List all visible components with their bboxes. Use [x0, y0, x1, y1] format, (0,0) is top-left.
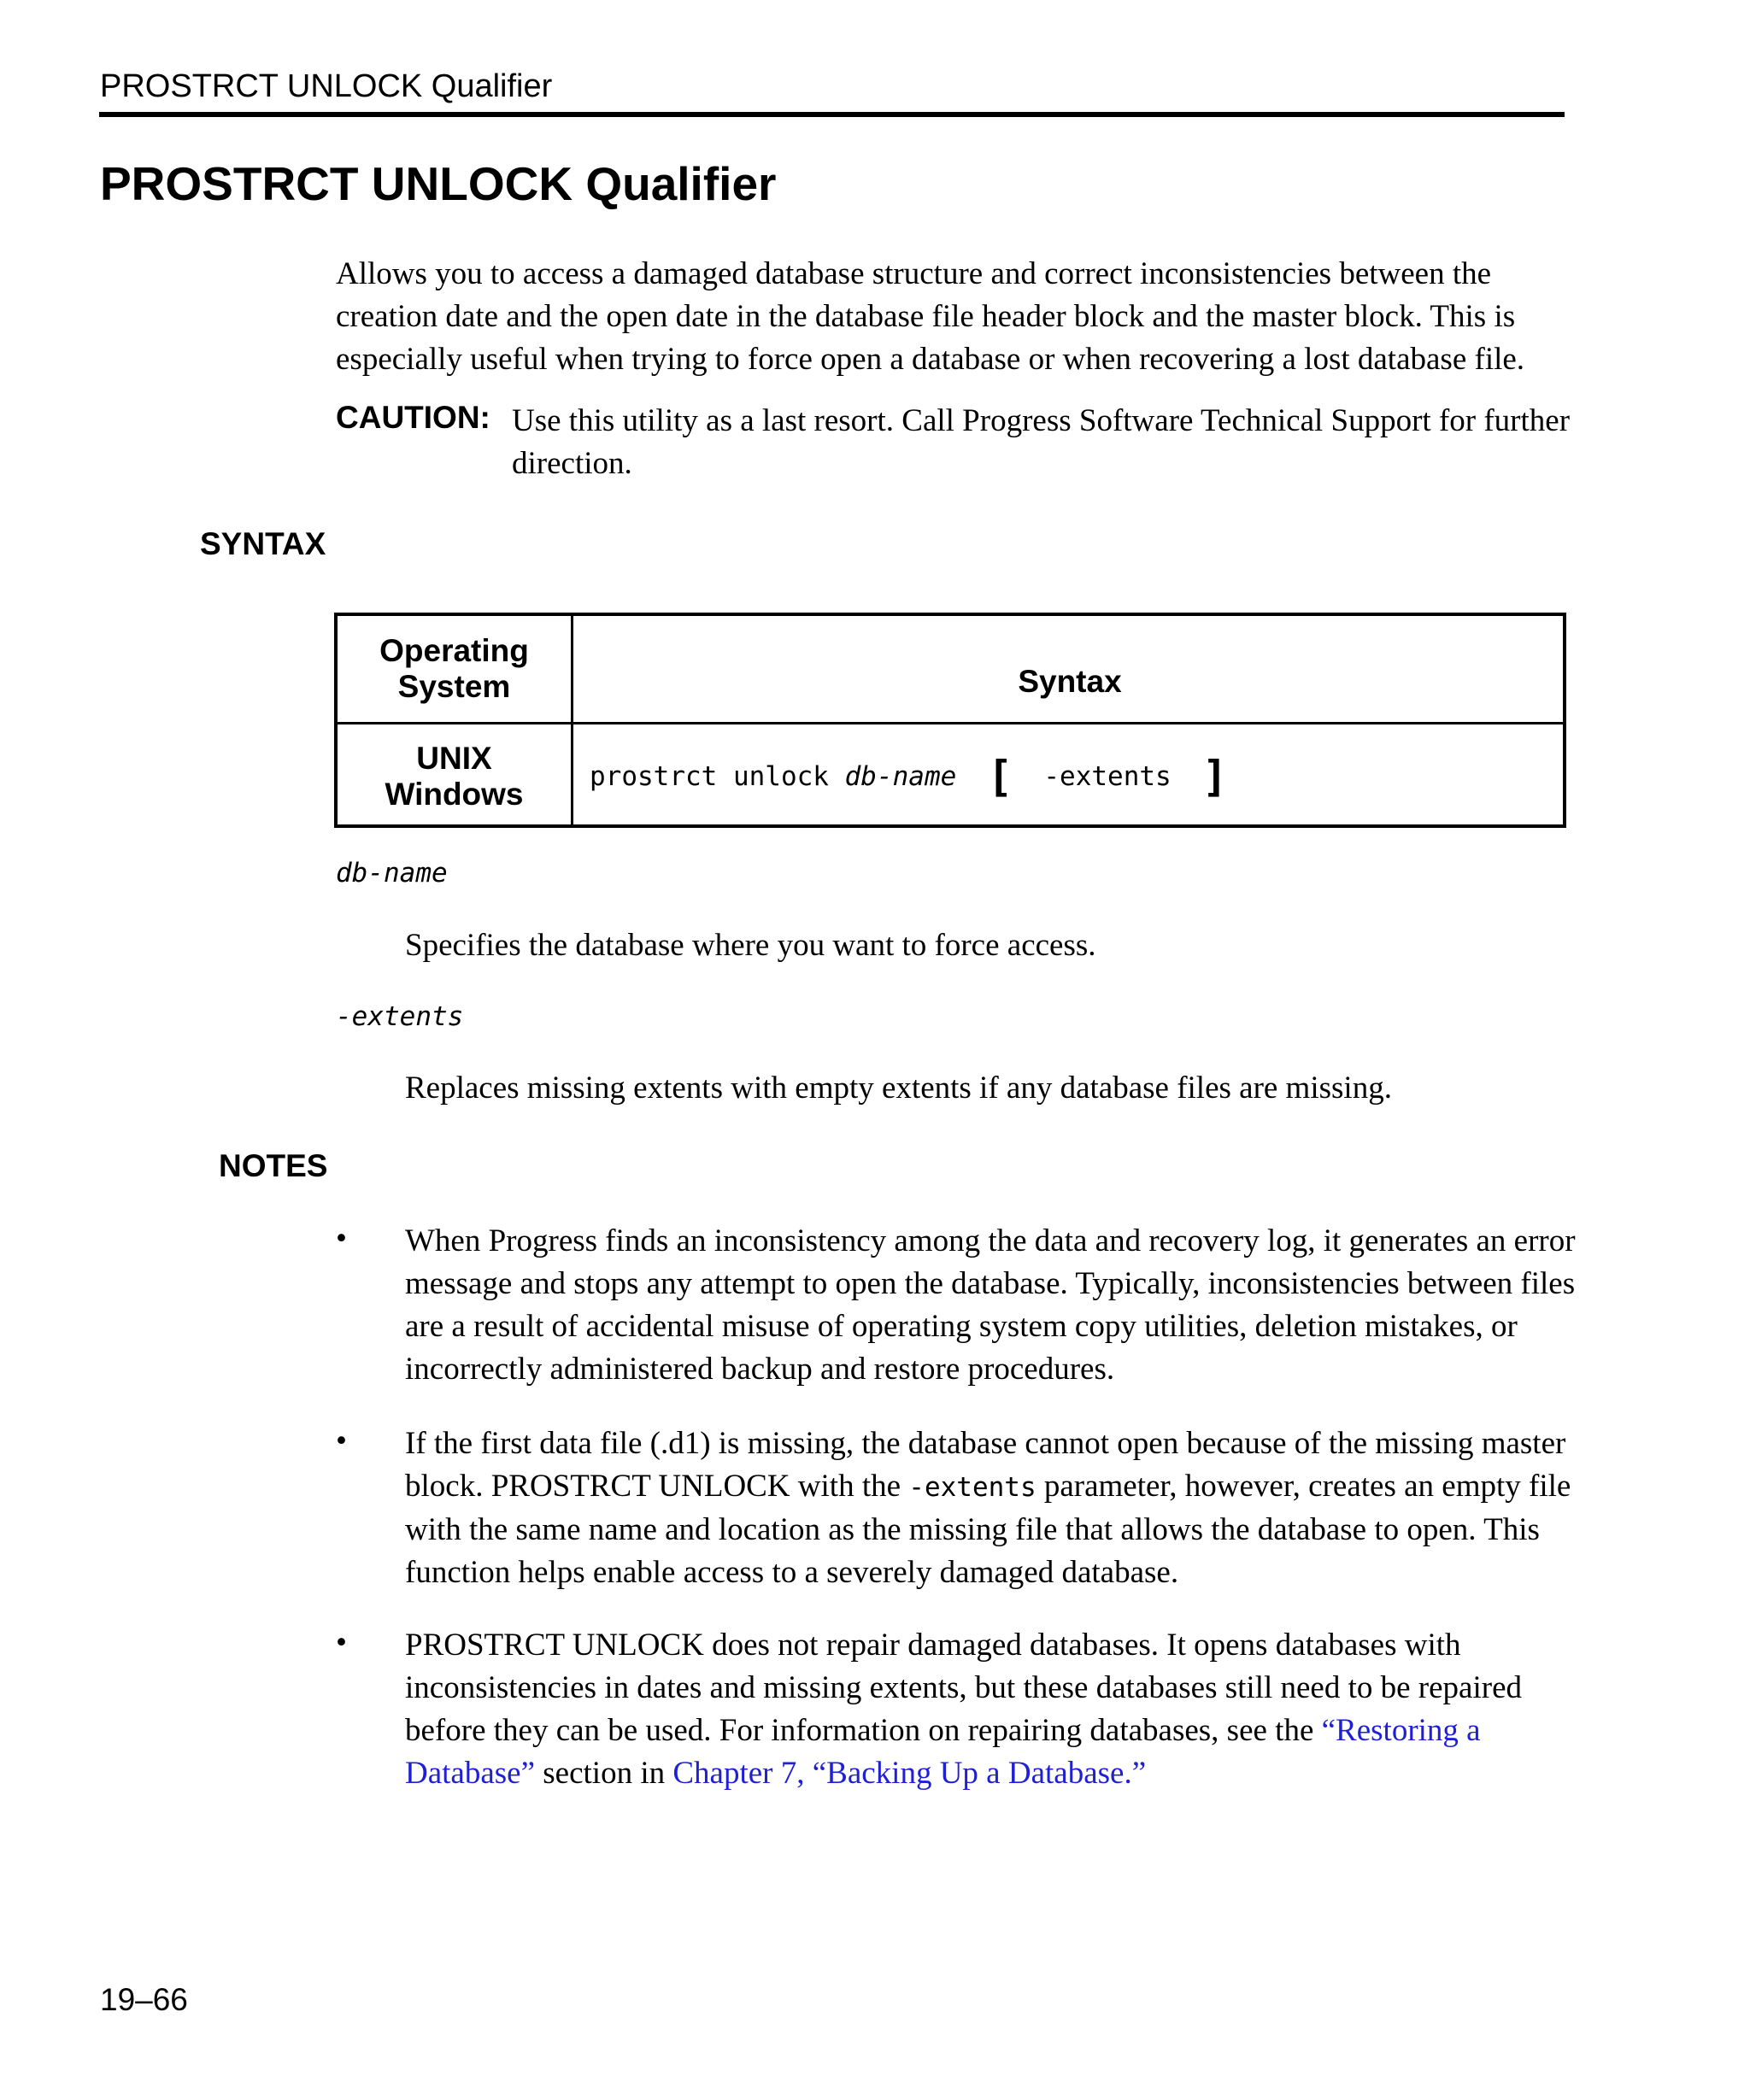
syntax-option-extents: -extents: [1043, 760, 1172, 792]
syntax-open-bracket: [: [987, 751, 1013, 801]
bullet-glyph: •: [336, 1221, 347, 1256]
link-chapter-7-backing-up[interactable]: Chapter 7, “Backing Up a Database.”: [672, 1756, 1147, 1791]
syntax-table: [334, 613, 1566, 828]
table-cell-os: [338, 724, 571, 828]
param-db-name-desc: Specifies the database where you want to force access.: [405, 928, 1096, 963]
intro-paragraph: Allows you to access a damaged database structure and correct inconsistencies between the creation date and the open date in the database file header block and the master block. This is especially useful when trying to force open a database or when recovering a lost database file.: [336, 256, 1525, 377]
note-item-1: When Progress finds an inconsistency among the data and recovery log, it generates an error message and stops any attempt to open the database. Typically, inconsistencies between files are a result of accidental misuse of operating system copy utilities, deletion mistakes, or incorrectly administered backup and restore procedures.: [405, 1223, 1576, 1387]
note-item-2: If the first data file (.d1) is missing, the database cannot open because of the missing master block. PROSTRCT UNLOCK with the -extents parameter, however, creates an empty file with the same name and location as the missing file that allows the database to open. This function helps enable access to a severely damaged database.: [405, 1426, 1571, 1590]
table-header-syntax: Syntax: [1018, 664, 1122, 699]
caution-text: Use this utility as a last resort. Call Progress Software Technical Support for further direction.: [512, 403, 1571, 481]
page-title: PROSTRCT UNLOCK Qualifier: [100, 157, 777, 210]
page-number: 19–66: [100, 1982, 188, 2017]
running-header: PROSTRCT UNLOCK Qualifier: [100, 68, 553, 104]
note-item-3: PROSTRCT UNLOCK does not repair damaged databases. It opens databases with inconsistencies in dates and missing extents, but these databases still need to be repaired before they can be used. For information on repairing databases, see the “Restoring a Database” section in Chapter 7, “Backing Up a Database.”: [405, 1628, 1522, 1791]
bullet-glyph: •: [336, 1625, 347, 1660]
inline-code-extents: -extents: [908, 1472, 1036, 1503]
header-rule: [99, 112, 1565, 117]
syntax-close-bracket: ]: [1201, 751, 1228, 801]
bullet-glyph: •: [336, 1423, 347, 1458]
link-restoring-a-database[interactable]: “Restoring a Database”: [405, 1713, 1481, 1791]
caution-label: CAUTION:: [336, 400, 490, 435]
param-extents-desc: Replaces missing extents with empty extents if any database files are missing.: [405, 1071, 1392, 1106]
param-db-name: db-name: [336, 858, 448, 889]
param-extents: -extents: [336, 1001, 464, 1032]
os-windows: Windows: [385, 776, 524, 812]
notes-heading: NOTES: [219, 1148, 328, 1183]
table-header-os: Operating System: [379, 633, 529, 704]
os-unix: UNIX: [416, 740, 492, 776]
syntax-command: prostrct unlock: [590, 760, 845, 792]
table-cell-syntax: [590, 724, 1228, 828]
syntax-heading: SYNTAX: [200, 526, 326, 561]
syntax-arg-db-name: db-name: [844, 760, 957, 792]
